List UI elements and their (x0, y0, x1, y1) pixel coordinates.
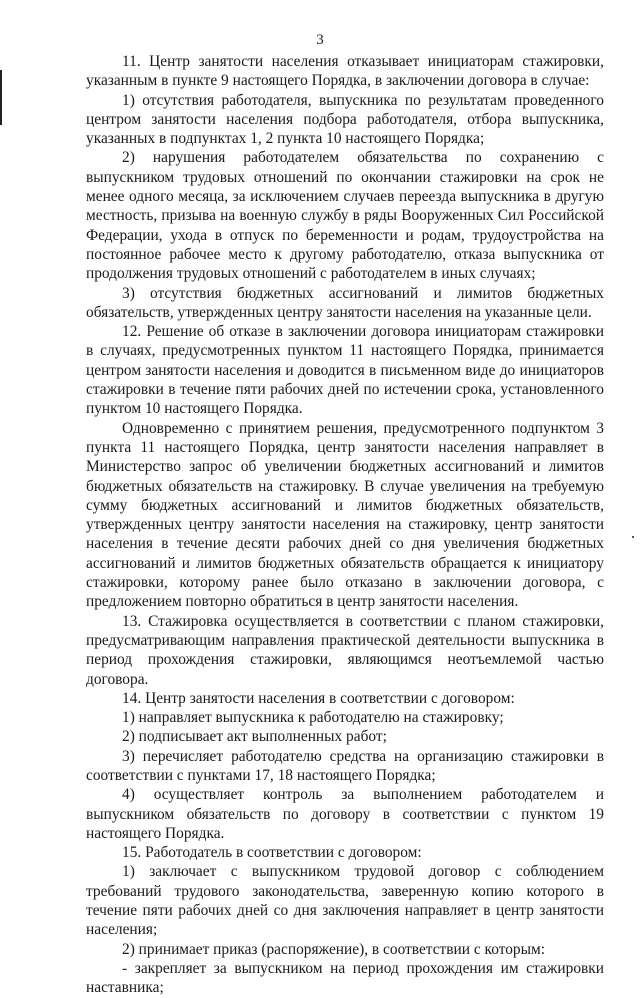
paragraph: 1) отсутствия работодателя, выпускника по результатам проведенного центром занятости населения подбора работодателя, отбора выпускника, указанных в подпунктах 1, 2 пункта 10 настоящего Порядка; (86, 91, 604, 148)
paragraph: - закрепляет за выпускником на период прохождения им стажировки наставника; (86, 959, 604, 997)
paragraph: 11. Центр занятости населения отказывает инициаторам стажировки, указанным в пункте 9 настоящего Порядка, в заключении договора в случае: (86, 53, 604, 90)
paragraph: 1) заключает с выпускником трудовой договор с соблюдением требований трудового законодательства, заверенную копию которого в течение пяти рабочих дней со дня заключения направляет в центр занятости населения; (86, 863, 604, 939)
paragraph: 2) нарушения работодателем обязательства по сохранению с выпускником трудовых отношений по окончании стажировки на срок не менее одного месяца, за исключением случаев переезда выпускника в другую местность, призыва на военную службу в ряды Вооруженных Сил Российской Федерации, ухода в отпуск по беременности и родам, трудоустройства на постоянное рабочее место к другому работодателю, отказа выпускника от продолжения трудовых отношений с работодателем в иных случаях; (86, 149, 604, 283)
paragraph: 2) принимает приказ (распоряжение), в соответствии с которым: (122, 940, 545, 958)
paragraph: Одновременно с принятием решения, предусмотренного подпунктом 3 пункта 11 настоящего Порядка, центр занятости населения направляет в Министерство запрос об увеличении бюджетных ассигнований и лимитов бюджетных обязательств на стажировку. В случае увеличения на требуемую сумму бюджетных ассигнований и лимитов бюджетных обязательств, утвержденных центру занятости населения на стажировку, центр занятости населения в течение десяти рабочих дней со дня увеличения бюджетных ассигнований и лимитов бюджетных обязательств обращается к инициатору стажировки, которому ранее было отказано в заключении договора, с предложением повторно обратиться в центр занятости населения. (86, 419, 604, 611)
page-number: 3 (316, 32, 324, 48)
paragraph: 3) перечисляет работодателю средства на организацию стажировки в соответствии с пунктами 17, 18 настоящего Порядка; (86, 747, 604, 784)
scan-edge-mark (0, 70, 2, 125)
paragraph: 4) осуществляет контроль за выполнением работодателем и выпускником обязательств по договору в соответствии с пунктом 19 настоящего Порядка. (86, 786, 604, 842)
document-body (86, 52, 604, 998)
paragraph: 12. Решение об отказе в заключении договора инициаторам стажировки в случаях, предусмотренных пунктом 11 настоящего Порядка, принимается центром занятости населения и доводится в письменном виде до инициаторов стажировки в течение пяти рабочих дней по истечении срока, установленного пунктом 10 настоящего Порядка. (86, 323, 604, 418)
paragraph: 15. Работодатель в соответствии с договором: (122, 844, 422, 862)
scan-speck (632, 536, 634, 538)
paragraph: 3) отсутствия бюджетных ассигнований и лимитов бюджетных обязательств, утвержденных центру занятости населения на указанные цели. (86, 284, 604, 321)
paragraph: 2) подписывает акт выполненных работ; (122, 728, 387, 746)
paragraph: 13. Стажировка осуществляется в соответствии с планом стажировки, предусматривающим направления практической деятельности выпускника в период прохождения стажировки, являющимся неотъемлемой частью договора. (86, 612, 604, 688)
paragraph: 1) направляет выпускника к работодателю на стажировку; (122, 709, 504, 727)
paragraph: 14. Центр занятости населения в соответствии с договором: (122, 689, 515, 707)
